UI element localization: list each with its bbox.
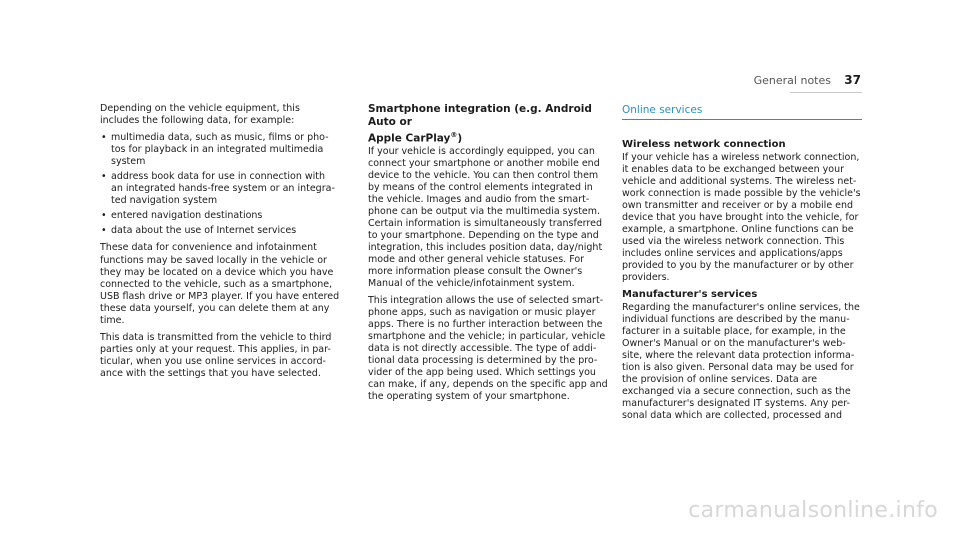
column-left — [100, 103, 340, 385]
wireless-network-paragraph: If your vehicle has a wireless network connection, it enables data to be exchanged between your vehicle and additional systems. The wireless net- work connection is made possible by the vehicle's own transmitter and receiver or by a mobile end device that you have brought into the vehicle, for example, a smartphone. Online functions can be used via the wireless network connection. This includes online services and applications/apps provided to you by the manufacturer or by other providers. — [622, 151, 861, 283]
intro-paragraph: Depending on the vehicle equipment, this includes the following data, for example: — [100, 103, 300, 127]
list-item: • address book data for use in connection with an integrated hands-free system or an integra- ted navigation system — [100, 171, 340, 207]
page-number: 37 — [844, 73, 861, 87]
storage-paragraph: These data for convenience and infotainment functions may be saved locally in the vehicle or they may be located on a device which you have connected to the vehicle, such as a smartphone, USB flash drive or MP3 player. If you have entered these data yourself, you can delete them at any time. — [100, 242, 340, 326]
smartphone-integration-heading — [368, 103, 608, 146]
page-header — [753, 73, 861, 90]
heading-close: ) — [457, 132, 463, 145]
list-item: • multimedia data, such as music, films or pho- tos for playback in an integrated multimedia system — [100, 132, 340, 168]
section-label: General notes — [753, 74, 831, 87]
wireless-network-heading: Wireless network connection — [622, 139, 786, 150]
header-divider — [790, 92, 862, 93]
registered-mark: ® — [450, 131, 458, 139]
column-middle — [368, 103, 608, 408]
manufacturer-services-paragraph: Regarding the manufacturer's online services, the individual functions are described by the manu- facturer in a suitable place, for example, in the Owner's Manual or on the manufacturer's web- site, where the relevant data protection informa- tion is also given. Personal data may be used for the provision of online services. Data are exchanged via a secure connection, such as the manufacturer's designated IT systems. Any per- sonal data which are collected, processed and — [622, 301, 860, 421]
column-right — [622, 104, 862, 427]
data-examples-list — [100, 132, 340, 237]
apps-paragraph: This integration allows the use of selected smart- phone apps, such as navigation or music player apps. There is no further interaction between the smartphone and the vehicle; in particular, vehicle data is not directly accessible. The type of addi- tional data processing is determined by the pro- vider of the app being used. Which settings you can make, if any, depends on the specific app and the operating system of your smartphone. — [368, 295, 608, 403]
list-item: • data about the use of Internet services — [100, 225, 340, 237]
manufacturer-services-heading: Manufacturer's services — [622, 289, 758, 301]
integration-paragraph: If your vehicle is accordingly equipped, you can connect your smartphone or another mobile end device to the vehicle. You can then control them by means of the control elements integrated in the vehicle. Images and audio from the smart- phone can be output via the multimedia system. Certain information is simultaneously transferred to your smartphone. Depending on the type and integration, this includes position data, day/night mode and other general vehicle statuses. For more information please consult the Owner's Manual of the vehicle/infotainment system. — [368, 145, 603, 290]
watermark: carmanualsonline.info — [688, 498, 938, 523]
heading-line-1: Smartphone integration (e.g. Android Auto or — [368, 103, 592, 128]
online-services-title: Online services — [622, 104, 862, 120]
heading-line-2: Apple CarPlay — [368, 132, 451, 145]
list-item: • entered navigation destinations — [100, 210, 340, 222]
transmission-paragraph: This data is transmitted from the vehicle to third parties only at your request. This applies, in par- ticular, when you use online services in accord- ance with the settings that you have selected. — [100, 331, 332, 379]
